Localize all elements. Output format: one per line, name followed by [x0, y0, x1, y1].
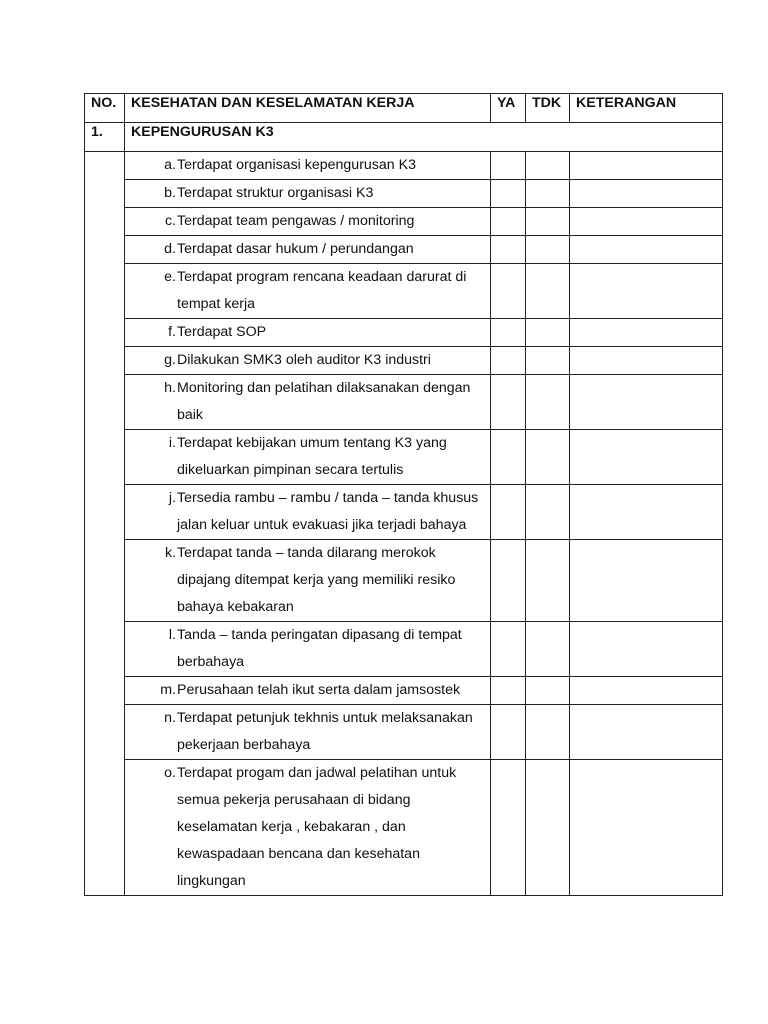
item-cell: [125, 540, 491, 622]
section-row: [85, 123, 723, 152]
ya-checkbox-cell[interactable]: [491, 319, 526, 347]
table-row: [85, 375, 723, 430]
tdk-checkbox-cell[interactable]: [526, 180, 570, 208]
item-cell: [125, 430, 491, 485]
item-cell: [125, 677, 491, 705]
tdk-checkbox-cell[interactable]: [526, 208, 570, 236]
keterangan-input-cell[interactable]: [570, 375, 723, 430]
table-row: [85, 152, 723, 180]
item-letter: c.: [164, 213, 176, 229]
ya-checkbox-cell[interactable]: [491, 347, 526, 375]
item-letter: g.: [164, 352, 176, 368]
ya-checkbox-cell[interactable]: [491, 430, 526, 485]
table-row: [85, 540, 723, 622]
item-text: Terdapat tanda – tanda dilarang merokok dipajang ditempat kerja yang memiliki resiko bahaya kebakaran: [177, 545, 456, 615]
tdk-checkbox-cell[interactable]: [526, 152, 570, 180]
table-row: [85, 677, 723, 705]
keterangan-input-cell[interactable]: [570, 705, 723, 760]
item-cell: [125, 347, 491, 375]
item-letter: m.: [160, 682, 176, 698]
item-text: Perusahaan telah ikut serta dalam jamsostek: [177, 682, 461, 698]
item-letter: j.: [168, 490, 176, 506]
item-letter: k.: [164, 545, 176, 561]
item-text: Terdapat SOP: [177, 324, 267, 340]
ya-checkbox-cell[interactable]: [491, 485, 526, 540]
item-cell: [125, 760, 491, 896]
keterangan-input-cell[interactable]: [570, 319, 723, 347]
keterangan-input-cell[interactable]: [570, 760, 723, 896]
tdk-checkbox-cell[interactable]: [526, 760, 570, 896]
item-cell: [125, 180, 491, 208]
item-text: Dilakukan SMK3 oleh auditor K3 industri: [177, 352, 431, 368]
item-text: Tanda – tanda peringatan dipasang di tempat berbahaya: [177, 627, 462, 670]
tdk-checkbox-cell[interactable]: [526, 540, 570, 622]
item-text: Terdapat struktur organisasi K3: [177, 185, 374, 201]
item-text: Tersedia rambu – rambu / tanda – tanda khusus jalan keluar untuk evakuasi jika terjadi bahaya: [177, 490, 479, 533]
ya-checkbox-cell[interactable]: [491, 152, 526, 180]
tdk-checkbox-cell[interactable]: [526, 264, 570, 319]
table-row: [85, 430, 723, 485]
header-title: KESEHATAN DAN KESELAMATAN KERJA: [125, 94, 491, 123]
keterangan-input-cell[interactable]: [570, 540, 723, 622]
table-row: [85, 485, 723, 540]
item-number-cell: [85, 152, 125, 896]
keterangan-input-cell[interactable]: [570, 152, 723, 180]
keterangan-input-cell[interactable]: [570, 180, 723, 208]
table-row: [85, 705, 723, 760]
item-letter: i.: [168, 435, 176, 451]
tdk-checkbox-cell[interactable]: [526, 319, 570, 347]
tdk-checkbox-cell[interactable]: [526, 677, 570, 705]
ya-checkbox-cell[interactable]: [491, 208, 526, 236]
item-letter: d.: [164, 241, 176, 257]
item-cell: [125, 622, 491, 677]
keterangan-input-cell[interactable]: [570, 677, 723, 705]
ya-checkbox-cell[interactable]: [491, 540, 526, 622]
tdk-checkbox-cell[interactable]: [526, 622, 570, 677]
table-row: [85, 264, 723, 319]
item-text: Terdapat program rencana keadaan darurat di tempat kerja: [177, 269, 467, 312]
keterangan-input-cell[interactable]: [570, 347, 723, 375]
keterangan-input-cell[interactable]: [570, 264, 723, 319]
tdk-checkbox-cell[interactable]: [526, 705, 570, 760]
item-text: Terdapat team pengawas / monitoring: [177, 213, 415, 229]
header-ya: YA: [491, 94, 526, 123]
ya-checkbox-cell[interactable]: [491, 760, 526, 896]
table-row: [85, 208, 723, 236]
tdk-checkbox-cell[interactable]: [526, 347, 570, 375]
table-header-row: [85, 94, 723, 123]
section-title: KEPENGURUSAN K3: [125, 123, 723, 152]
tdk-checkbox-cell[interactable]: [526, 430, 570, 485]
keterangan-input-cell[interactable]: [570, 208, 723, 236]
ya-checkbox-cell[interactable]: [491, 677, 526, 705]
ya-checkbox-cell[interactable]: [491, 375, 526, 430]
k3-checklist-table: [84, 93, 723, 896]
item-text: Terdapat dasar hukum / perundangan: [177, 241, 414, 257]
item-letter: l.: [168, 627, 176, 643]
header-no: NO.: [85, 94, 125, 123]
item-letter: b.: [164, 185, 176, 201]
header-keterangan: KETERANGAN: [570, 94, 723, 123]
item-text: Terdapat kebijakan umum tentang K3 yang dikeluarkan pimpinan secara tertulis: [177, 435, 447, 478]
ya-checkbox-cell[interactable]: [491, 180, 526, 208]
item-letter: f.: [168, 324, 176, 340]
header-tdk: TDK: [526, 94, 570, 123]
table-row: [85, 760, 723, 896]
item-letter: o.: [164, 765, 176, 781]
table-row: [85, 622, 723, 677]
ya-checkbox-cell[interactable]: [491, 264, 526, 319]
table-row: [85, 180, 723, 208]
table-row: [85, 236, 723, 264]
table-row: [85, 319, 723, 347]
tdk-checkbox-cell[interactable]: [526, 375, 570, 430]
ya-checkbox-cell[interactable]: [491, 705, 526, 760]
ya-checkbox-cell[interactable]: [491, 622, 526, 677]
table-row: [85, 347, 723, 375]
item-cell: [125, 319, 491, 347]
item-cell: [125, 152, 491, 180]
item-letter: h.: [164, 380, 176, 396]
item-text: Terdapat organisasi kepengurusan K3: [177, 157, 416, 173]
item-cell: [125, 208, 491, 236]
item-letter: e.: [164, 269, 176, 285]
item-cell: [125, 264, 491, 319]
item-text: Monitoring dan pelatihan dilaksanakan dengan baik: [177, 380, 471, 423]
item-cell: [125, 375, 491, 430]
section-number: 1.: [85, 123, 125, 152]
keterangan-input-cell[interactable]: [570, 622, 723, 677]
item-cell: [125, 485, 491, 540]
item-cell: [125, 705, 491, 760]
tdk-checkbox-cell[interactable]: [526, 236, 570, 264]
item-cell: [125, 236, 491, 264]
item-text: Terdapat progam dan jadwal pelatihan untuk semua pekerja perusahaan di bidang keselamatan kerja , kebakaran , dan kewaspadaan bencana dan kesehatan lingkungan: [177, 765, 457, 889]
ya-checkbox-cell[interactable]: [491, 236, 526, 264]
item-letter: n.: [164, 710, 176, 726]
keterangan-input-cell[interactable]: [570, 485, 723, 540]
item-text: Terdapat petunjuk tekhnis untuk melaksanakan pekerjaan berbahaya: [177, 710, 473, 753]
item-letter: a.: [164, 157, 176, 173]
keterangan-input-cell[interactable]: [570, 430, 723, 485]
keterangan-input-cell[interactable]: [570, 236, 723, 264]
tdk-checkbox-cell[interactable]: [526, 485, 570, 540]
